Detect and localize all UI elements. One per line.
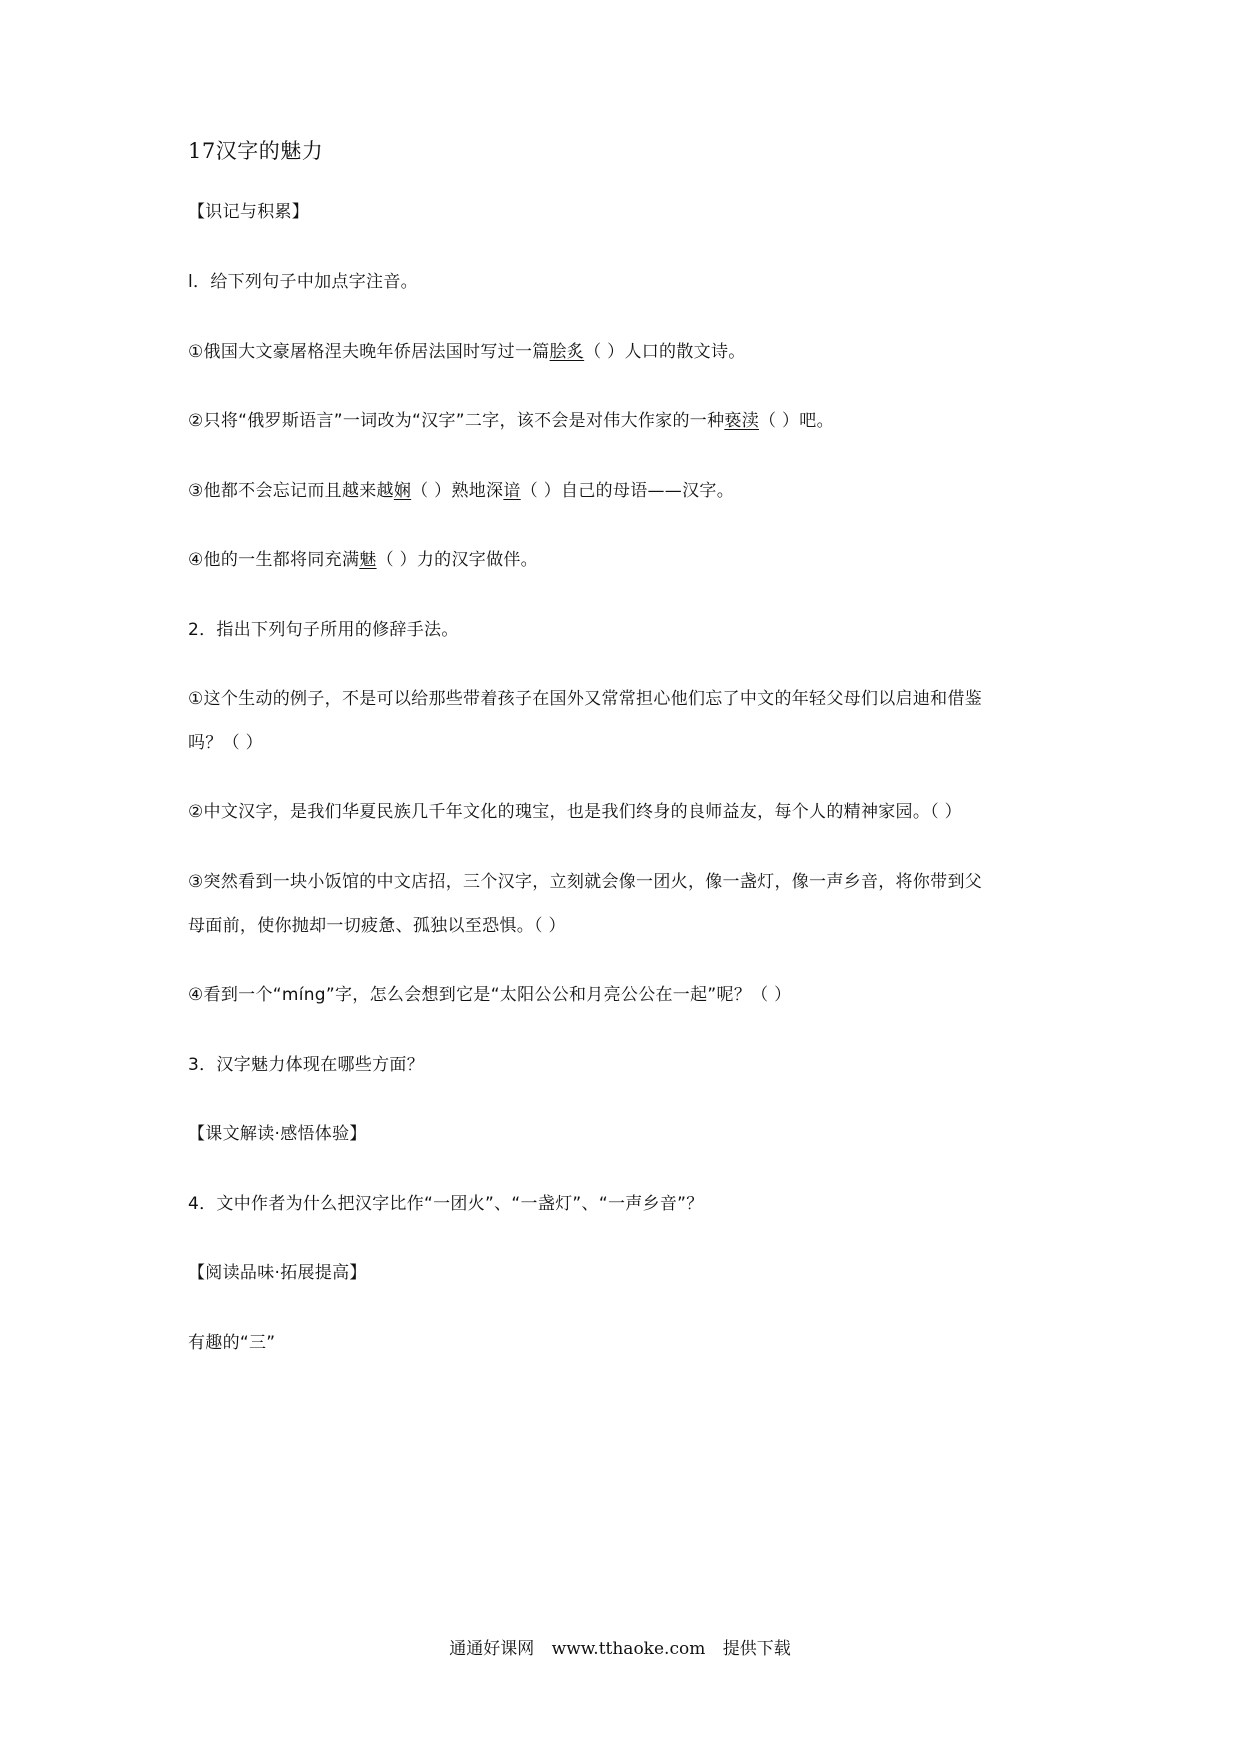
question-1-item-4 [188, 548, 538, 572]
dotted-word: 娴 [393, 481, 412, 501]
section-heading-reading: 【阅读品味·拓展提高】 [188, 1263, 367, 1283]
item-text: （ ）熟地深 [411, 481, 504, 501]
question-1-item-2 [188, 409, 834, 433]
dotted-word: 谙 [503, 481, 521, 501]
question-1-item-1 [188, 340, 746, 364]
dotted-word: 亵渎 [724, 411, 759, 431]
document-title: 17汉字的魅力 [188, 139, 324, 163]
section-heading-recall: 【识记与积累】 [188, 202, 310, 222]
question-2-heading: 2．指出下列句子所用的修辞手法。 [188, 620, 459, 640]
reading-title: 有趣的“三” [188, 1333, 276, 1353]
section-heading-interpretation: 【课文解读·感悟体验】 [188, 1124, 367, 1144]
footer-site-name: 通通好课网 [449, 1639, 535, 1659]
question-1-heading: l．给下列句子中加点字注音。 [188, 272, 418, 292]
question-2-item-3-line-1: ③突然看到一块小饭馆的中文店招，三个汉字，立刻就会像一团火，像一盏灯，像一声乡音，将你带到父 [188, 872, 983, 892]
footer-url[interactable]: www.tthaoke.com [551, 1639, 706, 1659]
item-text: （ ）吧。 [758, 411, 834, 431]
footer-suffix: 提供下载 [722, 1639, 791, 1659]
item-text: （ ）力的汉字做伴。 [376, 550, 538, 570]
question-2-item-3-line-2: 母面前，使你抛却一切疲惫、孤独以至恐惧。（ ） [188, 916, 566, 936]
question-3: 3．汉字魅力体现在哪些方面？ [188, 1055, 425, 1075]
page-footer [0, 1634, 1240, 1659]
dotted-word: 魅 [359, 550, 377, 570]
item-text: （ ）人口的散文诗。 [584, 342, 746, 362]
question-4: 4．文中作者为什么把汉字比作“一团火”、“一盏灯”、“一声乡音”？ [188, 1194, 704, 1214]
item-text: （ ）自己的母语——汉字。 [520, 481, 734, 501]
item-text: ③他都不会忘记而且越来越 [188, 481, 394, 501]
item-text: ④他的一生都将同充满 [188, 550, 360, 570]
item-text: ②只将“俄罗斯语言”一词改为“汉字”二字，该不会是对伟大作家的一种 [188, 411, 725, 431]
question-2-item-4: ④看到一个“míng”字，怎么会想到它是“太阳公公和月亮公公在一起”呢？（ ） [188, 985, 792, 1005]
dotted-word: 脍炙 [549, 342, 585, 362]
question-2-item-1-line-2: 吗？（ ） [188, 733, 263, 753]
item-text: ①俄国大文豪屠格涅夫晚年侨居法国时写过一篇 [188, 342, 550, 362]
question-1-item-3 [188, 479, 734, 503]
question-2-item-1-line-1: ①这个生动的例子，不是可以给那些带着孩子在国外又常常担心他们忘了中文的年轻父母们以启迪和借鉴 [188, 689, 983, 709]
question-2-item-2: ②中文汉字，是我们华夏民族几千年文化的瑰宝，也是我们终身的良师益友，每个人的精神家园。（ ） [188, 802, 962, 822]
